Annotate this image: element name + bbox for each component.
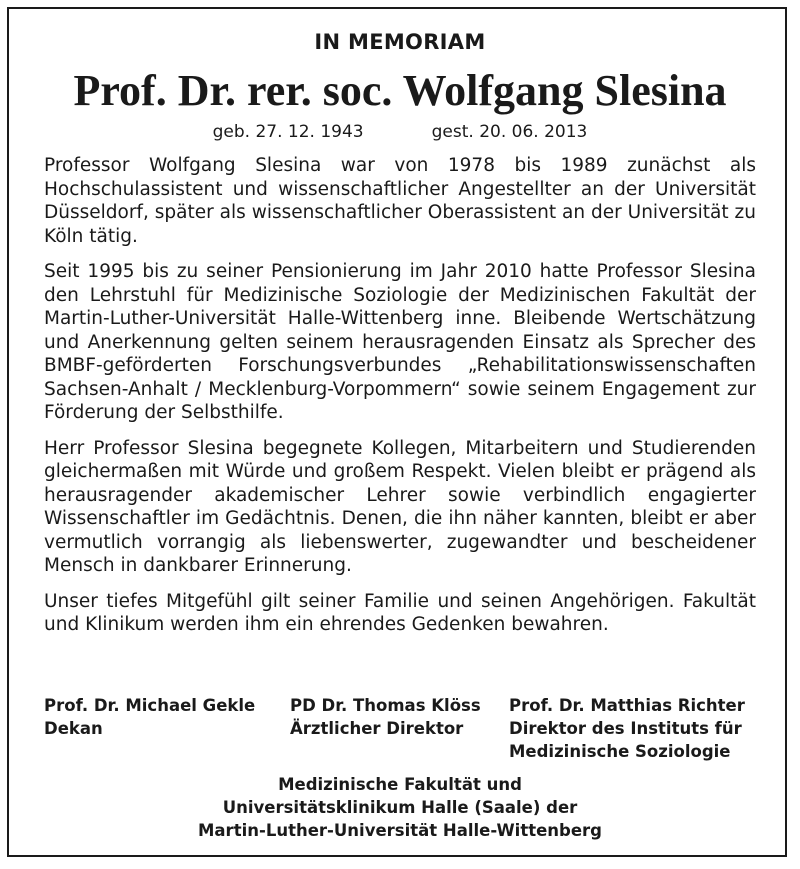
- signer-role: Ärztlicher Direktor: [290, 719, 464, 738]
- institution-footer: [0, 773, 800, 842]
- signer-role: Direktor des Instituts für: [509, 719, 742, 738]
- death-date: gest. 20. 06. 2013: [431, 122, 588, 142]
- paragraph-career: Professor Wolfgang Slesina war von 1978 bis 1989 zunächst als Hochschulassistent und wissenschaftlicher Angestellter an der Universität Düsseldorf, später als wissenschaftlicher Oberassistent an der Universität zu Köln tätig.: [44, 155, 756, 247]
- signer-medical-director: [290, 694, 481, 740]
- signer-name: PD Dr. Thomas Klöss: [290, 696, 481, 715]
- footer-line: Martin-Luther-Universität Halle-Wittenberg: [198, 821, 602, 840]
- signer-dean: [44, 694, 255, 740]
- paragraph-chair: Seit 1995 bis zu seiner Pensionierung im Jahr 2010 hatte Professor Slesina den Lehrstuhl für Medizinische Soziologie der Medizinischen Fakultät der Martin-Luther-Universität Halle-Wittenberg inne. Bleibende Wertschätzung und Anerkennung gelten seinem herausragenden Einsatz als Sprecher des BMBF-geförderten Forschungsverbundes „Rehabilitationswissenschaften Sachsen-Anhalt / Mecklenburg-Vorpommern“ sowie seinem Engagement zur Förderung der Selbsthilfe.: [44, 261, 756, 423]
- notice-body: [44, 154, 756, 649]
- signer-name: Prof. Dr. Michael Gekle: [44, 696, 256, 715]
- birth-date: geb. 27. 12. 1943: [212, 122, 364, 142]
- footer-line: Universitätsklinikum Halle (Saale) der: [222, 798, 578, 817]
- paragraph-condolence: Unser tiefes Mitgefühl gilt seiner Familie und seinen Angehörigen. Fakultät und Klinikum werden ihm ein ehrendes Gedenken bewahren.: [44, 590, 756, 635]
- paragraph-character: Herr Professor Slesina begegnete Kollegen, Mitarbeitern und Studierenden gleichermaßen mit Würde und großem Respekt. Vielen bleibt er prägend als herausragender akademischer Lehrer sowie verbindlich engagierter Wissenschaftler im Gedächtnis. Denen, die ihn näher kannten, bleibt er aber vermutlich vorrangig als liebenswerter, zugewandter und bescheidener Mensch in dankbarer Erinnerung.: [44, 437, 756, 576]
- deceased-name: Prof. Dr. rer. soc. Wolfgang Slesina: [73, 66, 727, 115]
- signer-role: Medizinische Soziologie: [509, 742, 731, 761]
- footer-line: Medizinische Fakultät und: [278, 775, 522, 794]
- signer-name: Prof. Dr. Matthias Richter: [509, 696, 745, 715]
- signer-role: Dekan: [44, 719, 103, 738]
- signer-institute-director: [509, 694, 745, 763]
- life-dates: [0, 120, 800, 144]
- notice-heading: IN MEMORIAM: [314, 30, 486, 54]
